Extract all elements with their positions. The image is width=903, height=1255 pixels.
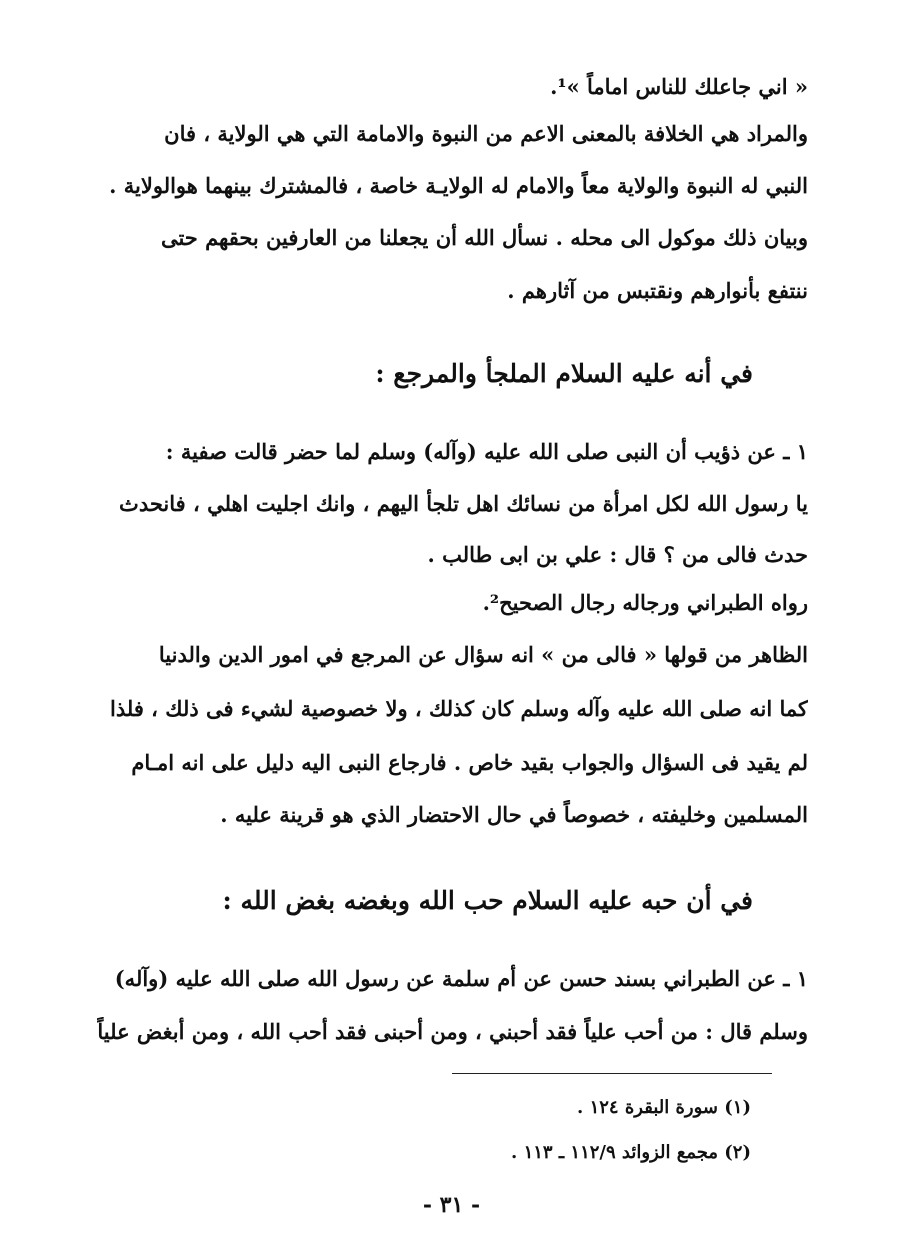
section-heading: في أنه عليه السلام الملجأ والمرجع : [375, 359, 753, 388]
body-line: كما انه صلى الله عليه وآله وسلم كان كذلك ، ولا خصوصية لشيء فى ذلك ، فلذا [110, 696, 808, 721]
body-line: لم يقيد فى السؤال والجواب بقيد خاص . فارجاع النبى اليه دليل على انه امـام [131, 750, 808, 775]
body-line: الظاهر من قولها « فالى من » انه سؤال عن المرجع في امور الدين والدنيا [158, 642, 808, 667]
section-heading: في أن حبه عليه السلام حب الله وبغضه بغض الله : [222, 886, 753, 915]
body-line: يا رسول الله لكل امرأة من نسائك اهل تلجأ اليهم ، وانك اجليت اهلي ، فانحدث [119, 491, 808, 516]
body-line: ننتفع بأنوارهم ونقتبس من آثارهم . [507, 278, 808, 303]
footnote: (١) سورة البقرة ١٢٤ . [577, 1097, 751, 1118]
body-line: « اني جاعلك للناس اماماً »¹. [550, 74, 808, 99]
body-line: رواه الطبراني ورجاله رجال الصحيح². [482, 590, 808, 615]
body-line: وسلم قال : من أحب علياً فقد أحبني ، ومن أحبنى فقد أحب الله ، ومن أبغض علياً [97, 1019, 808, 1044]
body-line: النبي له النبوة والولاية معاً والامام له الولايـة خاصة ، فالمشترك بينهما هوالولاية . [109, 173, 808, 198]
body-line: ١ ـ عن الطبراني بسند حسن عن أم سلمة عن رسول الله صلى الله عليه (وآله) [114, 966, 808, 991]
footnote-divider [452, 1073, 772, 1074]
body-line: وبيان ذلك موكول الى محله . نسأل الله أن يجعلنا من العارفين بحقهم حتى [160, 225, 808, 250]
page-number: - ٣١ - [422, 1192, 481, 1218]
body-line: ١ ـ عن ذؤيب أن النبى صلى الله عليه (وآله) وسلم لما حضر قالت صفية : [165, 439, 808, 464]
body-line: والمراد هي الخلافة بالمعنى الاعم من النبوة والامامة التي هي الولاية ، فان [164, 121, 808, 146]
body-line: حدث فالى من ؟ قال : علي بن ابى طالب . [427, 542, 808, 567]
footnote: (٢) مجمع الزوائد ١١٢/٩ ـ ١١٣ . [511, 1142, 751, 1163]
body-line: المسلمين وخليفته ، خصوصاً في حال الاحتضار الذي هو قرينة عليه . [220, 802, 808, 827]
